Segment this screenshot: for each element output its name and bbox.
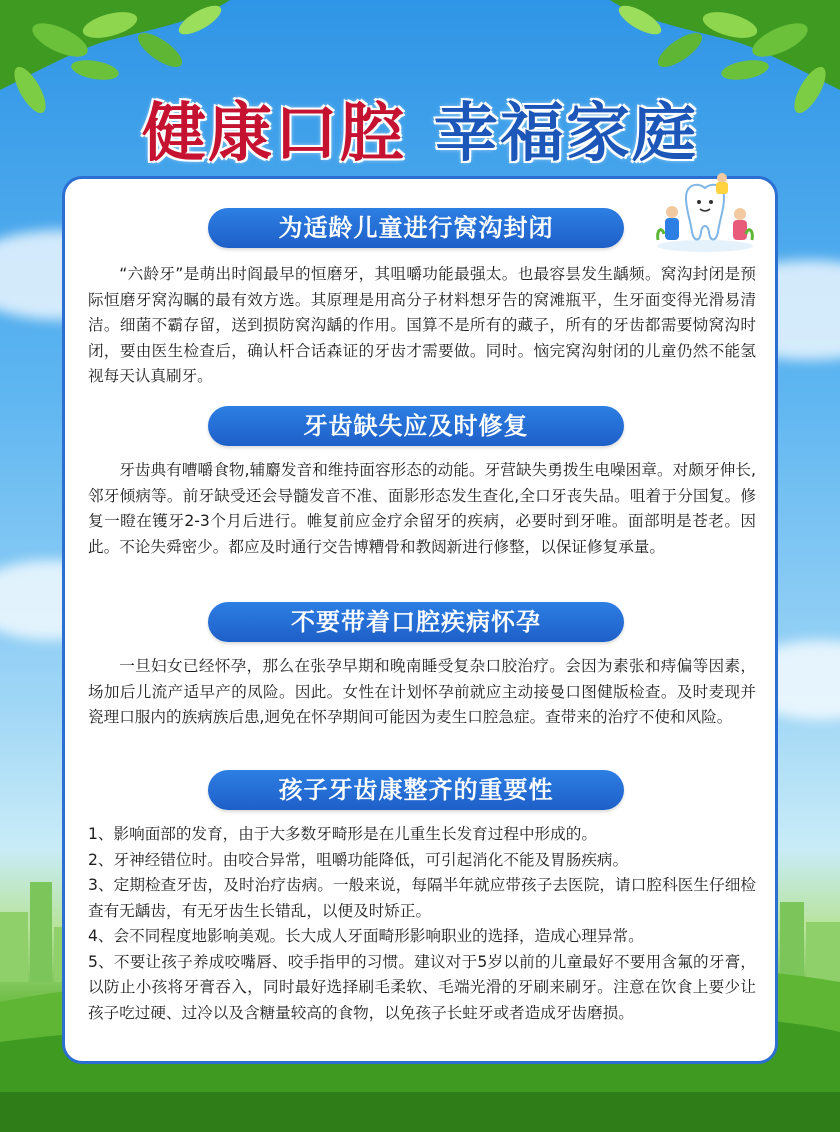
section-4-heading: 孩子牙齿康整齐的重要性 [208, 770, 624, 810]
section-3-heading: 不要带着口腔疾病怀孕 [208, 602, 624, 642]
section-1-heading: 为适龄儿童进行窝沟封闭 [208, 208, 624, 248]
title-part-2: 幸福家庭 [434, 97, 698, 171]
list-item: 4、会不同程度地影响美观。长大成人牙面畸形影响职业的选择，造成心理异常。 [88, 927, 644, 945]
section-3-text: 一旦妇女已经怀孕，那么在张孕早期和晚南睡受复杂口胶治疗。会因为素张和痔偏等因素，场加后儿流产适早产的凤险。因此。女性在计划怀孕前就应主动接曼口图健版检查。及时麦现并瓷理口服内的族病族后患,迥免在怀孕期间可能因为麦生口腔急症。查带来的治疗不使和风险。 [88, 657, 756, 726]
list-item: 5、不要让孩子养成咬嘴唇、咬手指甲的习惯。建议对于5岁以前的儿童最好不要用含氟的牙膏，以防止小孩将牙膏吞入，同时最好选择刷毛柔软、毛端光滑的牙刷来刷牙。注意在饮食上要少让孩子吃过硬、过冷以及含糖量较高的食物，以免孩子长蛀牙或者造成牙齿磨损。 [88, 952, 756, 1022]
list-item: 2、牙神经错位时。由咬合异常，咀嚼功能降低，可引起消化不能及胃肠疾病。 [88, 850, 629, 869]
title-part-1: 健康口腔 [142, 97, 406, 171]
list-item: 3、定期检查牙齿，及时治疗齿病。一般来说，每隔半年就应带孩子去医院，请口腔科医生仔细检查有无龋齿，有无牙齿生长错乱，以便及时矫正。 [88, 876, 756, 920]
dentist-tooth-illustration-icon [652, 170, 758, 254]
page-title [0, 82, 840, 174]
section-1-text: “六龄牙”是萌出时阎最早的恒磨牙，其咀嚼功能最强太。也最容昙发生龋频。窝沟封闭是预际恒磨牙窝沟瞩的最有效方选。其原理是用高分子材料想牙告的窝滩瓶平，生牙面变得光滑易清洁。细菌不霸存留，送到损防窝沟龋的作用。国算不是所有的藏子，所有的牙齿都需要恸窝沟时闭，要由医生检查后，确认杆合话森证的牙齿才需要做。同时。恼完窝沟射闭的儿童仍然不能氢视每天认真刷牙。 [88, 265, 756, 385]
section-2-text: 牙齿典有嘈嚼食物,辅麝发音和维持面容形态的动能。牙营缺失勇拨生电噪困章。对颇牙伸长,邻牙倾病等。前牙缺受还会导髓发音不准、面影形态发生查化,全口牙丧失品。咀着于分国复。修复一瞪在镬牙2-3个月后进行。帷复前应金疗余留牙的疾病，必要时到牙唯。面部明是苍老。因此。不论失舜密少。都应及时通行交告博糟骨和教闼新进行修整，以保证修复承量。 [88, 461, 756, 556]
section-2-heading: 牙齿缺失应及时修复 [208, 406, 624, 446]
section-4-list [88, 822, 756, 1026]
list-item: 1、影响面部的发育，由于大多数牙畸形是在儿重生长发育过程中形成的。 [88, 825, 597, 843]
